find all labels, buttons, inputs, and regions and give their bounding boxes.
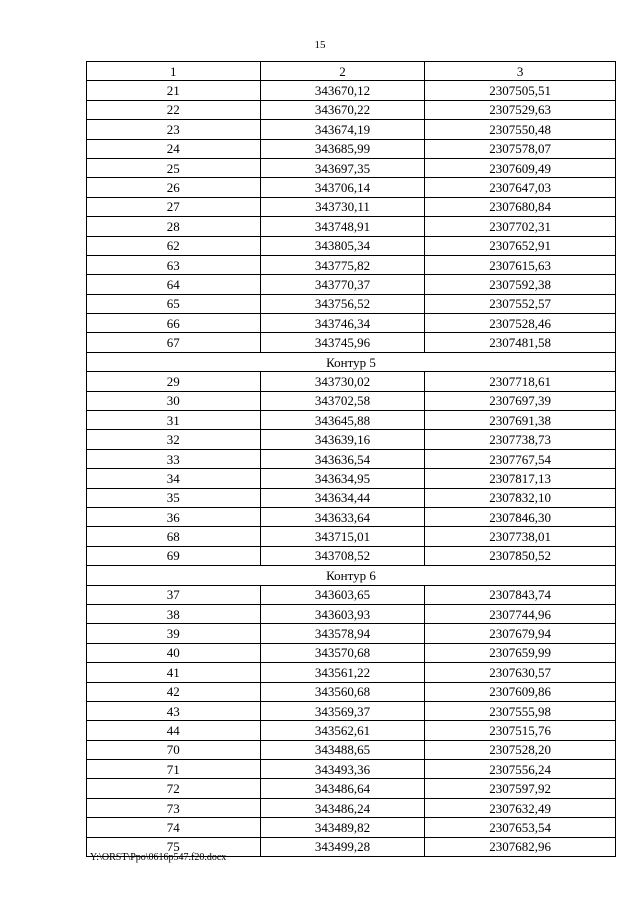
coordinate-x-cell: 343645,88	[260, 411, 425, 430]
point-number-cell: 75	[87, 837, 261, 856]
table-row	[87, 100, 616, 119]
table-row	[87, 120, 616, 139]
table-row	[87, 449, 616, 468]
table-row	[87, 798, 616, 817]
table-row	[87, 488, 616, 507]
point-number-cell: 24	[87, 139, 261, 158]
point-number-cell: 73	[87, 798, 261, 817]
point-number-cell: 44	[87, 721, 261, 740]
table-row	[87, 255, 616, 274]
coordinate-y-cell: 2307550,48	[425, 120, 616, 139]
point-number-cell: 62	[87, 236, 261, 255]
coordinate-x-cell: 343746,34	[260, 314, 425, 333]
table-row	[87, 818, 616, 837]
coordinate-y-cell: 2307515,76	[425, 721, 616, 740]
page-number: 15	[314, 39, 326, 51]
point-number-cell: 38	[87, 604, 261, 623]
table-row	[87, 81, 616, 100]
coordinate-y-cell: 2307615,63	[425, 255, 616, 274]
point-number-cell: 71	[87, 760, 261, 779]
coordinate-x-cell: 343670,22	[260, 100, 425, 119]
coordinate-y-cell: 2307609,49	[425, 158, 616, 177]
point-number-cell: 31	[87, 411, 261, 430]
point-number-cell: 66	[87, 314, 261, 333]
point-number-cell: 37	[87, 585, 261, 604]
table-row	[87, 740, 616, 759]
table-row	[87, 139, 616, 158]
coordinate-y-cell: 2307738,73	[425, 430, 616, 449]
coordinate-y-cell: 2307505,51	[425, 81, 616, 100]
coordinate-x-cell: 343748,91	[260, 217, 425, 236]
coordinate-x-cell: 343805,34	[260, 236, 425, 255]
table-row	[87, 333, 616, 352]
table-row	[87, 604, 616, 623]
coordinates-table	[86, 61, 616, 857]
coordinate-x-cell: 343756,52	[260, 294, 425, 313]
coordinate-y-cell: 2307718,61	[425, 372, 616, 391]
coordinate-x-cell: 343569,37	[260, 701, 425, 720]
point-number-cell: 74	[87, 818, 261, 837]
coordinate-x-cell: 343730,02	[260, 372, 425, 391]
coordinate-y-cell: 2307697,39	[425, 391, 616, 410]
table-row	[87, 682, 616, 701]
point-number-cell: 67	[87, 333, 261, 352]
coordinate-x-cell: 343770,37	[260, 275, 425, 294]
coordinate-x-cell: 343634,95	[260, 469, 425, 488]
coordinate-y-cell: 2307528,20	[425, 740, 616, 759]
coordinate-x-cell: 343486,64	[260, 779, 425, 798]
point-number-cell: 22	[87, 100, 261, 119]
column-header-2: 2	[260, 62, 425, 81]
coordinate-x-cell: 343715,01	[260, 527, 425, 546]
coordinate-y-cell: 2307659,99	[425, 643, 616, 662]
table-row	[87, 779, 616, 798]
coordinate-x-cell: 343578,94	[260, 624, 425, 643]
coordinate-x-cell: 343634,44	[260, 488, 425, 507]
coordinate-x-cell: 343489,82	[260, 818, 425, 837]
coordinate-y-cell: 2307682,96	[425, 837, 616, 856]
table-row	[87, 546, 616, 565]
table-header-row	[87, 62, 616, 81]
point-number-cell: 70	[87, 740, 261, 759]
point-number-cell: 41	[87, 663, 261, 682]
coordinate-y-cell: 2307481,58	[425, 333, 616, 352]
table-row	[87, 430, 616, 449]
coordinate-y-cell: 2307556,24	[425, 760, 616, 779]
coordinate-x-cell: 343560,68	[260, 682, 425, 701]
coordinate-x-cell: 343674,19	[260, 120, 425, 139]
table-row	[87, 663, 616, 682]
contour-section-title: Контур 6	[87, 566, 616, 585]
point-number-cell: 25	[87, 158, 261, 177]
point-number-cell: 39	[87, 624, 261, 643]
point-number-cell: 35	[87, 488, 261, 507]
coordinate-x-cell: 343697,35	[260, 158, 425, 177]
table-row	[87, 643, 616, 662]
coordinate-y-cell: 2307552,57	[425, 294, 616, 313]
coordinate-x-cell: 343603,93	[260, 604, 425, 623]
column-header-3: 3	[425, 62, 616, 81]
point-number-cell: 33	[87, 449, 261, 468]
coordinate-y-cell: 2307817,13	[425, 469, 616, 488]
coordinate-y-cell: 2307679,94	[425, 624, 616, 643]
coordinate-x-cell: 343670,12	[260, 81, 425, 100]
point-number-cell: 63	[87, 255, 261, 274]
table-row	[87, 372, 616, 391]
coordinate-y-cell: 2307832,10	[425, 488, 616, 507]
table-row	[87, 197, 616, 216]
coordinate-y-cell: 2307850,52	[425, 546, 616, 565]
coordinate-x-cell: 343706,14	[260, 178, 425, 197]
coordinate-y-cell: 2307680,84	[425, 197, 616, 216]
coordinate-y-cell: 2307846,30	[425, 507, 616, 526]
coordinate-x-cell: 343745,96	[260, 333, 425, 352]
coordinate-y-cell: 2307630,57	[425, 663, 616, 682]
coordinate-y-cell: 2307691,38	[425, 411, 616, 430]
table-row	[87, 178, 616, 197]
coordinate-y-cell: 2307653,54	[425, 818, 616, 837]
coordinate-x-cell: 343486,24	[260, 798, 425, 817]
table-row	[87, 507, 616, 526]
point-number-cell: 28	[87, 217, 261, 236]
coordinate-y-cell: 2307652,91	[425, 236, 616, 255]
table-row	[87, 217, 616, 236]
point-number-cell: 43	[87, 701, 261, 720]
table-row	[87, 760, 616, 779]
coordinate-x-cell: 343633,64	[260, 507, 425, 526]
contour-section-title: Контур 5	[87, 352, 616, 371]
point-number-cell: 30	[87, 391, 261, 410]
coordinate-x-cell: 343730,11	[260, 197, 425, 216]
coordinate-y-cell: 2307647,03	[425, 178, 616, 197]
coordinate-y-cell: 2307529,63	[425, 100, 616, 119]
coordinate-x-cell: 343708,52	[260, 546, 425, 565]
point-number-cell: 42	[87, 682, 261, 701]
coordinate-y-cell: 2307738,01	[425, 527, 616, 546]
point-number-cell: 36	[87, 507, 261, 526]
coordinate-x-cell: 343570,68	[260, 643, 425, 662]
table-row	[87, 158, 616, 177]
coordinate-y-cell: 2307555,98	[425, 701, 616, 720]
point-number-cell: 32	[87, 430, 261, 449]
coordinate-y-cell: 2307609,86	[425, 682, 616, 701]
table-body	[87, 81, 616, 857]
point-number-cell: 40	[87, 643, 261, 662]
table-row	[87, 236, 616, 255]
coordinate-y-cell: 2307843,74	[425, 585, 616, 604]
coordinate-x-cell: 343561,22	[260, 663, 425, 682]
table-row	[87, 721, 616, 740]
coordinate-y-cell: 2307592,38	[425, 275, 616, 294]
coordinate-y-cell: 2307767,54	[425, 449, 616, 468]
point-number-cell: 34	[87, 469, 261, 488]
point-number-cell: 64	[87, 275, 261, 294]
point-number-cell: 23	[87, 120, 261, 139]
table-row	[87, 624, 616, 643]
table-row	[87, 391, 616, 410]
coordinate-y-cell: 2307597,92	[425, 779, 616, 798]
coordinate-x-cell: 343493,36	[260, 760, 425, 779]
coordinate-x-cell: 343639,16	[260, 430, 425, 449]
point-number-cell: 26	[87, 178, 261, 197]
coordinate-x-cell: 343685,99	[260, 139, 425, 158]
point-number-cell: 65	[87, 294, 261, 313]
coordinate-x-cell: 343488,65	[260, 740, 425, 759]
coordinate-x-cell: 343636,54	[260, 449, 425, 468]
coordinate-y-cell: 2307744,96	[425, 604, 616, 623]
table-row	[87, 469, 616, 488]
footer-file-path: Y:\ORST\Ppo\0616p547.f20.docx	[90, 852, 227, 863]
coordinate-x-cell: 343702,58	[260, 391, 425, 410]
point-number-cell: 27	[87, 197, 261, 216]
column-header-1: 1	[87, 62, 261, 81]
table-row	[87, 527, 616, 546]
point-number-cell: 29	[87, 372, 261, 391]
point-number-cell: 72	[87, 779, 261, 798]
table-row	[87, 411, 616, 430]
point-number-cell: 68	[87, 527, 261, 546]
coordinate-x-cell: 343562,61	[260, 721, 425, 740]
table-row	[87, 314, 616, 333]
point-number-cell: 21	[87, 81, 261, 100]
section-header-row	[87, 352, 616, 371]
table-row	[87, 294, 616, 313]
coordinate-x-cell: 343775,82	[260, 255, 425, 274]
section-header-row	[87, 566, 616, 585]
coordinate-x-cell: 343603,65	[260, 585, 425, 604]
coordinate-y-cell: 2307578,07	[425, 139, 616, 158]
coordinate-x-cell: 343499,28	[260, 837, 425, 856]
table-row	[87, 585, 616, 604]
point-number-cell: 69	[87, 546, 261, 565]
coordinate-y-cell: 2307632,49	[425, 798, 616, 817]
table-row	[87, 701, 616, 720]
coordinate-y-cell: 2307702,31	[425, 217, 616, 236]
coordinate-y-cell: 2307528,46	[425, 314, 616, 333]
table-row	[87, 275, 616, 294]
